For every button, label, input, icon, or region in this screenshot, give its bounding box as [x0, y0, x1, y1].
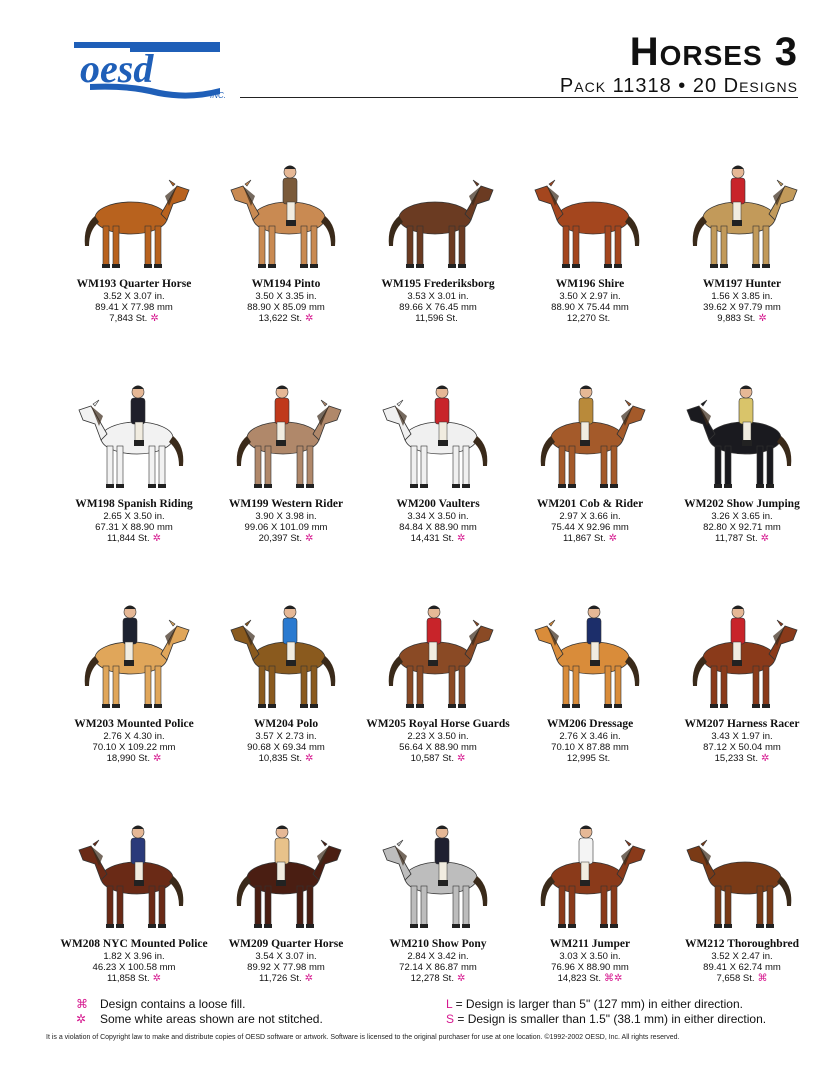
- design-name: WM199 Western Rider: [228, 498, 344, 510]
- design-symbol-icon: ✲: [304, 973, 313, 984]
- design-caption: [537, 498, 643, 544]
- design-size-mm: 70.10 X 109.22 mm: [92, 742, 176, 753]
- design-art: [672, 128, 812, 276]
- design-symbol-icon: ⌘: [757, 973, 768, 984]
- design-size-mm: 75.44 X 92.96 mm: [551, 522, 629, 533]
- loose-fill-icon: ⌘: [76, 997, 88, 1011]
- design-size-mm: 76.96 X 88.90 mm: [551, 962, 629, 973]
- design-size-mm: 46.23 X 100.58 mm: [92, 962, 176, 973]
- horse-illustration: [373, 156, 503, 276]
- page-subtitle: Pack 11318 • 20 Designs: [559, 75, 798, 97]
- design-row: [58, 348, 818, 568]
- design-size-in: 2.23 X 3.50 in.: [407, 731, 469, 742]
- design-stitches: 7,658 St. ⌘: [716, 973, 768, 984]
- design-size-mm: 84.84 X 88.90 mm: [399, 522, 477, 533]
- design-caption: [229, 498, 343, 544]
- design-caption: [396, 498, 479, 544]
- design-art: [520, 128, 660, 276]
- design-stitches: 10,587 St. ✲: [410, 753, 466, 764]
- design-art: [520, 568, 660, 716]
- design-name: WM193 Quarter Horse: [76, 278, 192, 290]
- title-rule: [240, 97, 798, 98]
- design-caption: [684, 498, 800, 544]
- design-size-in: 2.76 X 3.46 in.: [559, 731, 621, 742]
- design-size-mm: 88.90 X 85.09 mm: [247, 302, 325, 313]
- legend-sizes: [446, 997, 766, 1027]
- horse-illustration: [221, 816, 351, 936]
- design-size-mm: 56.64 X 88.90 mm: [399, 742, 477, 753]
- design-symbol-icon: ✲: [760, 533, 769, 544]
- design-art: [520, 788, 660, 936]
- design-name: WM195 Frederiksborg: [381, 278, 495, 290]
- legend-symbols: [76, 997, 323, 1027]
- design-caption: [74, 718, 193, 764]
- copyright-footer: It is a violation of Copyright law to make and distribute copies of OESD software or artwork. Software is licensed to the original purchaser for use at one location. ©1992-2002 OESD, Inc. All rights reserved.: [46, 1034, 680, 1041]
- design-art: [672, 348, 812, 496]
- horse-illustration: [69, 596, 199, 716]
- design-stitches: 11,867 St. ✲: [563, 533, 617, 544]
- design-art: [368, 348, 508, 496]
- design-name: WM198 Spanish Riding: [75, 498, 193, 510]
- design-name: WM196 Shire: [555, 278, 625, 290]
- design-symbol-icon: ✲: [152, 753, 162, 764]
- design-caption: [60, 938, 207, 984]
- oesd-logo: [70, 38, 240, 100]
- design-item: [514, 568, 666, 788]
- design-symbol-icon: ✲: [760, 753, 770, 764]
- design-size-mm: 99.06 X 101.09 mm: [244, 522, 328, 533]
- design-art: [64, 348, 204, 496]
- design-size-mm: 89.66 X 76.45 mm: [399, 302, 477, 313]
- legend-small: S = Design is smaller than 1.5" (38.1 mm) in either direction.: [446, 1012, 767, 1026]
- design-item: [58, 568, 210, 788]
- legend-large: L = Design is larger than 5" (127 mm) in either direction.: [446, 997, 743, 1011]
- horse-illustration: [525, 376, 655, 496]
- horse-illustration: [373, 596, 503, 716]
- design-caption: [381, 278, 494, 324]
- design-symbol-icon: ⌘✲: [603, 973, 623, 984]
- design-size-in: 2.65 X 3.50 in.: [103, 511, 165, 522]
- design-size-in: 1.56 X 3.85 in.: [711, 291, 773, 302]
- logo-sub: INC.: [210, 91, 226, 100]
- design-row: [58, 568, 818, 788]
- design-caption: [247, 718, 325, 764]
- design-name: WM211 Jumper: [549, 938, 631, 950]
- design-stitches: 11,596 St.: [415, 313, 458, 324]
- design-size-mm: 70.10 X 87.88 mm: [551, 742, 629, 753]
- white-area-icon: ✲: [76, 1012, 87, 1026]
- design-art: [520, 348, 660, 496]
- design-caption: [550, 938, 630, 984]
- design-item: [210, 128, 362, 348]
- design-symbol-icon: ✲: [304, 753, 314, 764]
- design-stitches: 12,278 St. ✲: [410, 973, 466, 984]
- design-size-in: 2.97 X 3.66 in.: [559, 511, 621, 522]
- header: [560, 30, 798, 98]
- horse-illustration: [221, 156, 351, 276]
- design-item: [210, 568, 362, 788]
- design-size-mm: 72.14 X 86.87 mm: [399, 962, 477, 973]
- design-caption: [547, 718, 633, 764]
- design-name: WM207 Harness Racer: [684, 718, 800, 730]
- design-item: [58, 788, 210, 1008]
- design-size-in: 3.57 X 2.73 in.: [255, 731, 317, 742]
- design-stitches: 20,397 St. ✲: [258, 533, 314, 544]
- design-art: [64, 788, 204, 936]
- design-symbol-icon: ✲: [152, 973, 161, 984]
- design-name: WM209 Quarter Horse: [228, 938, 344, 950]
- design-size-mm: 39.62 X 97.79 mm: [703, 302, 781, 313]
- design-name: WM212 Thoroughbred: [684, 938, 800, 950]
- horse-illustration: [221, 596, 351, 716]
- design-item: [58, 128, 210, 348]
- design-symbol-icon: ✲: [304, 533, 314, 544]
- design-name: WM210 Show Pony: [389, 938, 487, 950]
- design-item: [362, 348, 514, 568]
- design-name: WM205 Royal Horse Guards: [366, 718, 510, 730]
- design-name: WM208 NYC Mounted Police: [60, 938, 208, 950]
- design-art: [672, 788, 812, 936]
- page-title: Horses 3: [629, 30, 798, 74]
- design-item: [210, 788, 362, 1008]
- design-size-mm: 89.41 X 77.98 mm: [95, 302, 173, 313]
- design-caption: [77, 278, 192, 324]
- design-item: [362, 788, 514, 1008]
- design-symbol-icon: ✲: [456, 973, 466, 984]
- design-name: WM203 Mounted Police: [74, 718, 194, 730]
- design-size-in: 2.76 X 4.30 in.: [103, 731, 165, 742]
- design-item: [666, 568, 818, 788]
- design-grid: [58, 128, 818, 1008]
- design-size-in: 1.82 X 3.96 in.: [103, 951, 165, 962]
- design-size-in: 3.43 X 1.97 in.: [711, 731, 773, 742]
- design-symbol-icon: ✲: [152, 533, 161, 544]
- design-stitches: 11,844 St. ✲: [106, 533, 161, 544]
- design-caption: [389, 938, 486, 984]
- design-item: [666, 348, 818, 568]
- design-art: [64, 568, 204, 716]
- design-art: [672, 568, 812, 716]
- design-stitches: 9,883 St. ✲: [717, 313, 767, 324]
- design-name: WM201 Cob & Rider: [536, 498, 644, 510]
- design-size-mm: 89.92 X 77.98 mm: [247, 962, 325, 973]
- design-row: [58, 788, 818, 1008]
- design-size-in: 3.03 X 3.50 in.: [559, 951, 621, 962]
- design-stitches: 14,431 St. ✲: [410, 533, 466, 544]
- design-name: WM194 Pinto: [251, 278, 321, 290]
- horse-illustration: [525, 816, 655, 936]
- design-caption: [685, 938, 799, 984]
- horse-illustration: [69, 816, 199, 936]
- design-caption: [247, 278, 325, 324]
- design-stitches: 15,233 St. ✲: [714, 753, 770, 764]
- design-row: [58, 128, 818, 348]
- design-symbol-icon: ✲: [456, 533, 466, 544]
- design-item: [362, 128, 514, 348]
- design-size-mm: 67.31 X 88.90 mm: [95, 522, 173, 533]
- design-size-in: 3.54 X 3.07 in.: [255, 951, 317, 962]
- horse-illustration: [677, 596, 807, 716]
- design-caption: [75, 498, 193, 544]
- legend-white-areas: ✲ Some white areas shown are not stitched.: [76, 1012, 323, 1026]
- design-item: [514, 128, 666, 348]
- design-size-in: 2.84 X 3.42 in.: [407, 951, 469, 962]
- design-stitches: 11,858 St. ✲: [107, 973, 161, 984]
- horse-illustration: [677, 156, 807, 276]
- design-size-mm: 82.80 X 92.71 mm: [703, 522, 781, 533]
- design-symbol-icon: ✲: [758, 313, 767, 324]
- design-stitches: 12,270 St.: [566, 313, 611, 324]
- horse-illustration: [69, 376, 199, 496]
- design-size-in: 3.50 X 2.97 in.: [559, 291, 621, 302]
- design-art: [368, 788, 508, 936]
- design-stitches: 18,990 St. ✲: [106, 753, 162, 764]
- design-symbol-icon: ✲: [150, 313, 159, 324]
- design-art: [216, 788, 356, 936]
- design-name: WM202 Show Jumping: [684, 498, 800, 510]
- design-size-in: 3.34 X 3.50 in.: [407, 511, 469, 522]
- design-item: [362, 568, 514, 788]
- design-item: [666, 128, 818, 348]
- design-stitches: 12,995 St.: [566, 753, 611, 764]
- design-name: WM197 Hunter: [702, 278, 782, 290]
- horse-illustration: [69, 156, 199, 276]
- design-name: WM206 Dressage: [546, 718, 634, 730]
- design-symbol-icon: ✲: [608, 533, 617, 544]
- design-symbol-icon: ✲: [304, 313, 314, 324]
- design-size-mm: 89.41 X 62.74 mm: [703, 962, 781, 973]
- design-item: [514, 348, 666, 568]
- design-symbol-icon: ✲: [456, 753, 466, 764]
- design-caption: [366, 718, 509, 764]
- design-size-in: 3.52 X 2.47 in.: [711, 951, 773, 962]
- design-stitches: 10,835 St. ✲: [258, 753, 314, 764]
- horse-illustration: [525, 156, 655, 276]
- design-item: [514, 788, 666, 1008]
- design-size-mm: 88.90 X 75.44 mm: [551, 302, 629, 313]
- design-size-in: 3.26 X 3.65 in.: [711, 511, 773, 522]
- design-caption: [685, 718, 800, 764]
- design-stitches: 11,787 St. ✲: [714, 533, 769, 544]
- design-size-mm: 90.68 X 69.34 mm: [247, 742, 325, 753]
- design-art: [64, 128, 204, 276]
- horse-illustration: [677, 376, 807, 496]
- design-item: [210, 348, 362, 568]
- horse-illustration: [525, 596, 655, 716]
- design-name: WM200 Vaulters: [396, 498, 480, 510]
- design-art: [368, 568, 508, 716]
- design-size-in: 3.90 X 3.98 in.: [255, 511, 317, 522]
- design-art: [216, 128, 356, 276]
- legend-loose-fill: ⌘ Design contains a loose fill.: [76, 997, 246, 1011]
- design-stitches: 11,726 St. ✲: [258, 973, 313, 984]
- design-art: [216, 348, 356, 496]
- design-art: [216, 568, 356, 716]
- design-size-in: 3.50 X 3.35 in.: [255, 291, 317, 302]
- design-item: [666, 788, 818, 1008]
- design-size-in: 3.52 X 3.07 in.: [103, 291, 165, 302]
- design-stitches: 7,843 St. ✲: [109, 313, 159, 324]
- design-size-in: 3.53 X 3.01 in.: [407, 291, 469, 302]
- design-caption: [229, 938, 344, 984]
- horse-illustration: [373, 376, 503, 496]
- design-caption: [551, 278, 629, 324]
- design-stitches: 14,823 St. ⌘✲: [557, 973, 623, 984]
- design-caption: [703, 278, 781, 324]
- design-stitches: 13,622 St. ✲: [258, 313, 314, 324]
- design-art: [368, 128, 508, 276]
- design-name: WM204 Polo: [253, 718, 319, 730]
- svg-text:oesd: oesd: [80, 46, 154, 91]
- design-size-mm: 87.12 X 50.04 mm: [703, 742, 781, 753]
- horse-illustration: [221, 376, 351, 496]
- design-item: [58, 348, 210, 568]
- horse-illustration: [677, 816, 807, 936]
- horse-illustration: [373, 816, 503, 936]
